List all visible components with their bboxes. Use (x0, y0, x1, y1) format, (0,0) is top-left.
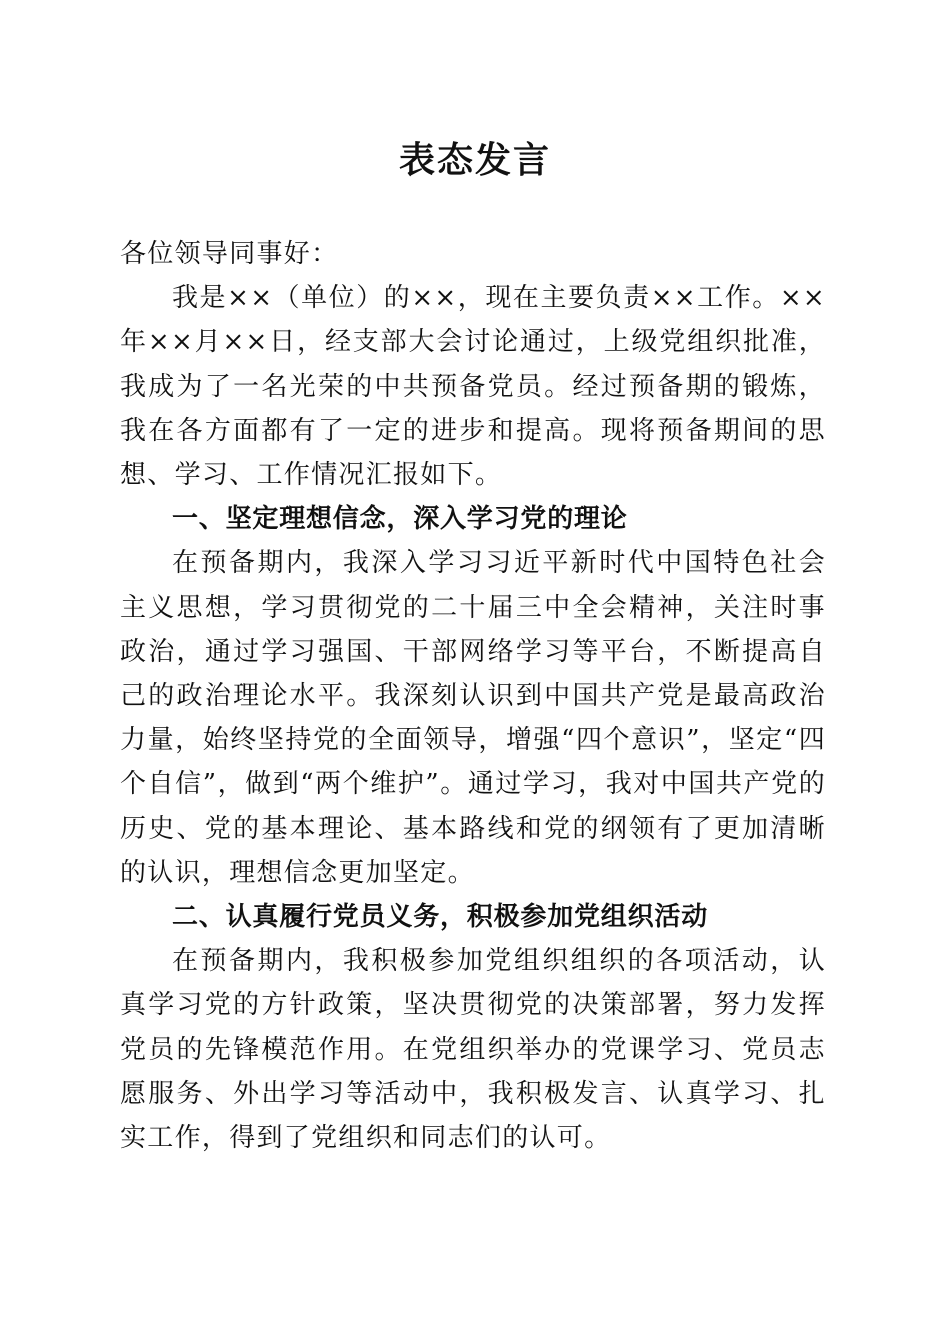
document-body (120, 232, 826, 1160)
section-heading-2: 二、认真履行党员义务，积极参加党组织活动 (172, 902, 709, 933)
intro-paragraph: 我是××（单位）的××，现在主要负责××工作。××年××月××日，经支部大会讨论通过，上级党组织批准，我成为了一名光荣的中共预备党员。经过预备期的锻炼，我在各方面都有了一定的进步和提高。现将预备期间的思想、学习、工作情况汇报如下。 (120, 283, 826, 491)
page-title: 表态发言 (398, 139, 551, 181)
salutation: 各位领导同事好： (120, 239, 339, 269)
section-heading-1: 一、坚定理想信念，深入学习党的理论 (172, 504, 628, 535)
section-body-1: 在预备期内，我深入学习习近平新时代中国特色社会主义思想，学习贯彻党的二十届三中全会精神，关注时事政治，通过学习强国、干部网络学习等平台，不断提高自己的政治理论水平。我深刻认识到中国共产党是最高政治力量，始终坚持党的全面领导，增强“四个意识”，坚定“四个自信”，做到“两个维护”。通过学习，我对中国共产党的历史、党的基本理论、基本路线和党的纲领有了更加清晰的认识，理想信念更加坚定。 (120, 548, 826, 888)
section-body-2: 在预备期内，我积极参加党组织组织的各项活动，认真学习党的方针政策，坚决贯彻党的决策部署，努力发挥党员的先锋模范作用。在党组织举办的党课学习、党员志愿服务、外出学习等活动中，我积极发言、认真学习、扎实工作，得到了党组织和同志们的认可。 (120, 946, 826, 1154)
